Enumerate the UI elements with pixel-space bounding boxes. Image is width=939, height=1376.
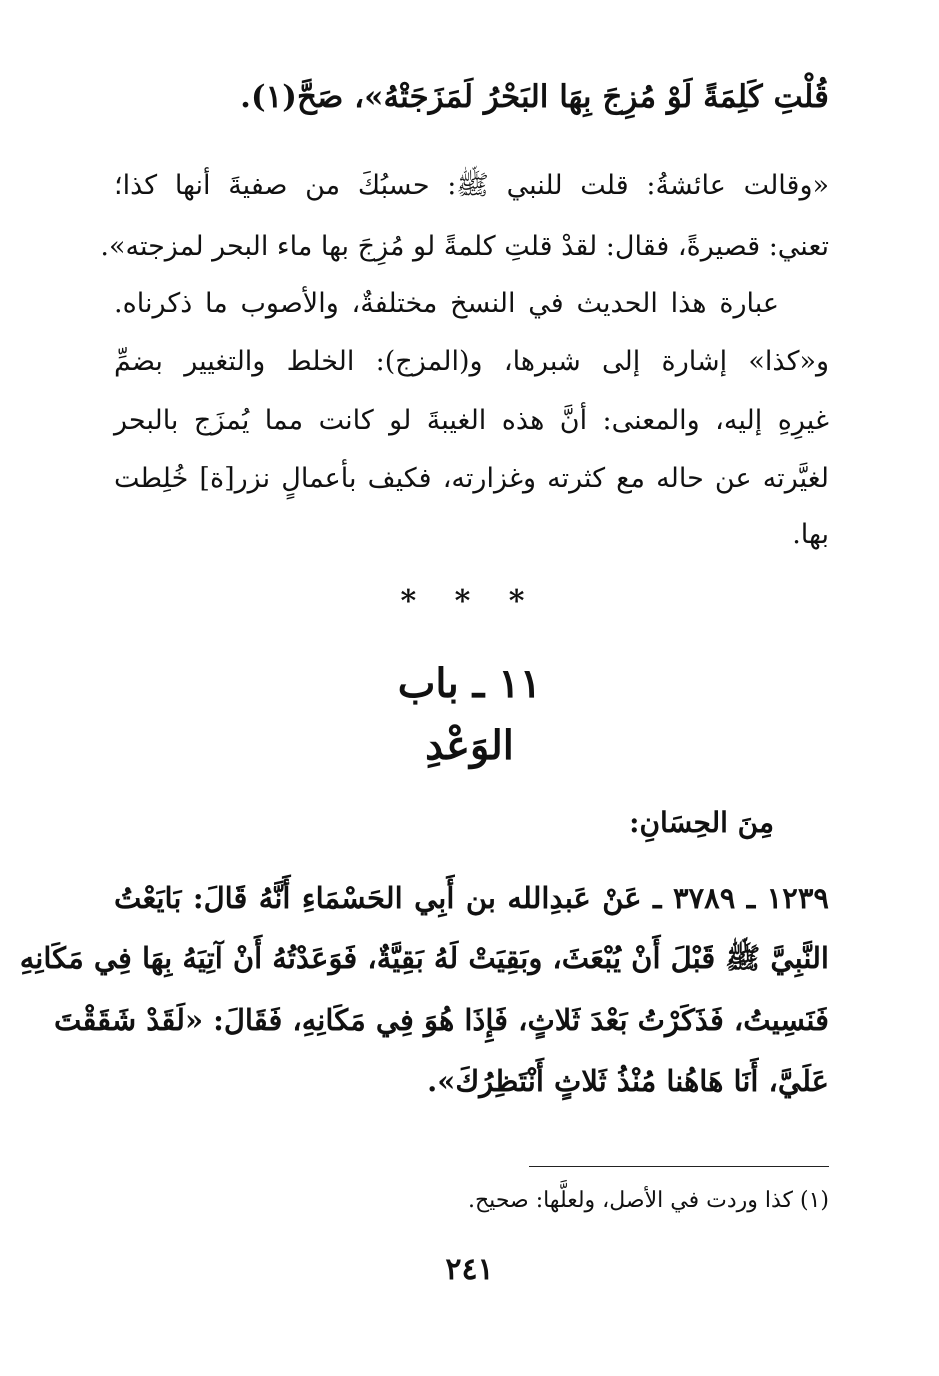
commentary-line: و«كذا» إشارة إلى شبرها، و(المزج): الخلط والتغيير بضمِّ bbox=[114, 346, 829, 377]
commentary-line: عبارة هذا الحديث في النسخ مختلفةٌ، والأصوب ما ذكرناه. bbox=[114, 288, 779, 319]
commentary-line: «وقالت عائشةُ: قلت للنبي ﷺ: حسبُكَ من صفيةَ أنها كذا؛ bbox=[114, 170, 829, 201]
section-label: مِنَ الحِسَانِ: bbox=[629, 806, 774, 839]
hadith-line: ١٢٣٩ ـ ٣٧٨٩ ـ عَنْ عَبدِالله بن أَبِي الحَسْمَاءِ أَنَّهُ قَالَ: بَايَعْتُ bbox=[114, 881, 829, 915]
commentary-line: بها. bbox=[792, 519, 829, 550]
footnote: (١) كذا وردت في الأصل، ولعلَّها: صحيح. bbox=[467, 1188, 829, 1213]
chapter-heading: ١١ ـ باب bbox=[397, 660, 542, 707]
page-number: ٢٤١ bbox=[445, 1252, 494, 1287]
hadith-continuation-line: قُلْتِ كَلِمَةً لَوْ مُزِجَ بِهَا البَحْرُ لَمَزَجَتْهُ»، صَحَّ(١). bbox=[240, 79, 829, 115]
footnote-divider bbox=[529, 1166, 829, 1167]
commentary-line: غيرِهِ إليه، والمعنى: أنَّ هذه الغيبةَ لو كانت مما يُمزَج بالبحر bbox=[114, 405, 829, 436]
chapter-title: الوَعْدِ bbox=[425, 722, 514, 769]
hadith-line: عَلَيَّ، أَنَا هَاهُنا مُنْذُ ثَلاثٍ أَنْتَظِرُكَ». bbox=[427, 1064, 829, 1098]
section-separator: * * * bbox=[400, 584, 539, 619]
hadith-line: النَّبِيَّ ﷺ قَبْلَ أَنْ يُبْعَثَ، وبَقِيَتْ لَهُ بَقِيَّةٌ، فَوَعَدْتُهُ أَنْ آتِيَهُ بِهَا فِي مَكَانِهِ bbox=[19, 941, 829, 975]
commentary-line: لغيَّرته عن حاله مع كثرته وغزارته، فكيف بأعمالٍ نزر[ة] خُلِطت bbox=[114, 463, 829, 494]
hadith-line: فَنَسِيتُ، فَذَكَرْتُ بَعْدَ ثَلاثٍ، فَإِذَا هُوَ فِي مَكَانِهِ، فَقَالَ: «لَقَدْ شَقَقْتَ bbox=[54, 1003, 829, 1037]
commentary-line: تعني: قصيرةً، فقال: لقدْ قلتِ كلمةً لو مُزِجَ بها ماء البحر لمزجته». bbox=[100, 231, 829, 262]
